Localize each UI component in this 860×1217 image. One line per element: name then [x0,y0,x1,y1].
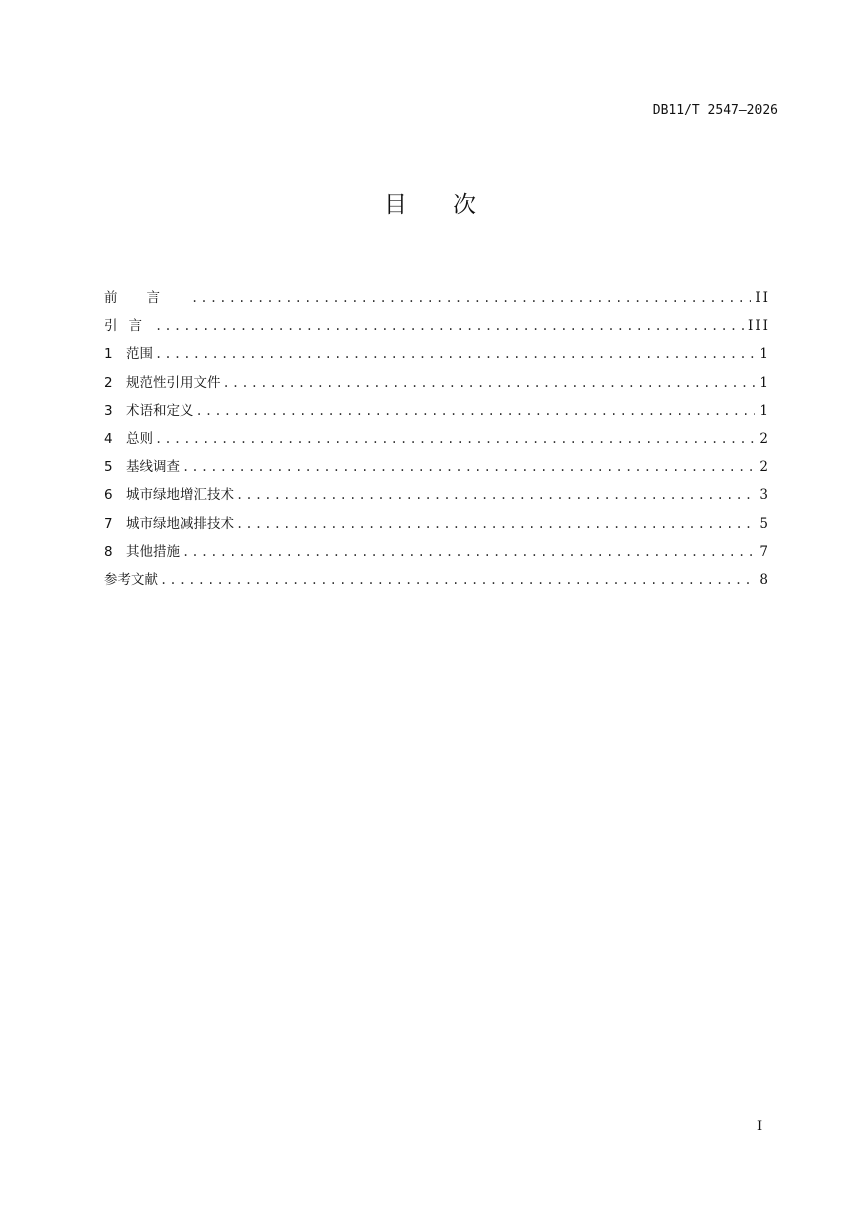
toc-entry-page: II [755,290,770,306]
toc-entry-number: 5 [104,459,113,476]
toc-title-char-1: 目 [384,192,407,218]
toc-title [0,186,860,219]
page-number: I [757,1119,763,1134]
toc-entry-8[interactable] [104,542,770,570]
toc-entry-page: III [748,318,770,335]
toc-entry-bibliography[interactable] [104,570,770,598]
toc-list [104,288,770,598]
toc-entry-label: 基线调查 [126,459,180,476]
toc-entry-label: 前言 [104,290,189,306]
toc-entry-label: 城市绿地减排技术 [126,515,234,532]
toc-leader-dots [236,485,755,505]
toc-entry-label: 城市绿地增汇技术 [126,487,234,504]
toc-entry-page: 1 [759,402,770,419]
toc-entry-number: 2 [104,374,113,391]
toc-leader-dots [155,344,755,364]
toc-entry-label: 其他措施 [126,543,180,560]
toc-entry-label: 规范性引用文件 [126,374,221,391]
toc-entry-5[interactable] [104,457,770,485]
toc-entry-number: 4 [104,430,113,447]
toc-entry-label: 引言 [104,318,153,335]
toc-leader-dots [223,373,756,393]
toc-entry-page: 8 [759,571,770,588]
toc-entry-4[interactable] [104,429,770,457]
toc-entry-label: 范围 [126,346,153,363]
toc-entry-label: 术语和定义 [126,402,194,419]
toc-leader-dots [191,288,751,308]
document-code: DB11/T 2547—2026 [652,103,778,118]
toc-entry-number: 7 [104,515,113,532]
toc-entry-page: 2 [759,459,770,476]
toc-leader-dots [155,316,744,336]
toc-entry-page: 1 [759,374,770,391]
toc-entry-7[interactable] [104,514,770,542]
toc-entry-page: 7 [759,543,770,560]
toc-entry-number: 8 [104,543,113,560]
toc-entry-label: 参考文献 [104,571,158,588]
toc-entry-page: 2 [759,430,770,447]
toc-entry-3[interactable] [104,401,770,429]
toc-entry-number: 3 [104,402,113,419]
toc-leader-dots [160,570,755,590]
toc-entry-foreword[interactable] [104,288,770,316]
toc-entry-2[interactable] [104,373,770,401]
toc-entry-page: 1 [759,346,770,363]
toc-leader-dots [236,514,755,534]
toc-leader-dots [182,542,755,562]
toc-entry-number: 6 [104,487,113,504]
toc-entry-1[interactable] [104,344,770,372]
toc-entry-page: 5 [759,515,770,532]
toc-leader-dots [196,401,756,421]
toc-entry-number: 1 [104,346,113,363]
toc-leader-dots [182,457,755,477]
toc-entry-page: 3 [759,487,770,504]
toc-leader-dots [155,429,755,449]
toc-title-char-2: 次 [453,192,476,218]
toc-entry-6[interactable] [104,485,770,513]
toc-entry-label: 总则 [126,430,153,447]
toc-entry-introduction[interactable] [104,316,770,344]
